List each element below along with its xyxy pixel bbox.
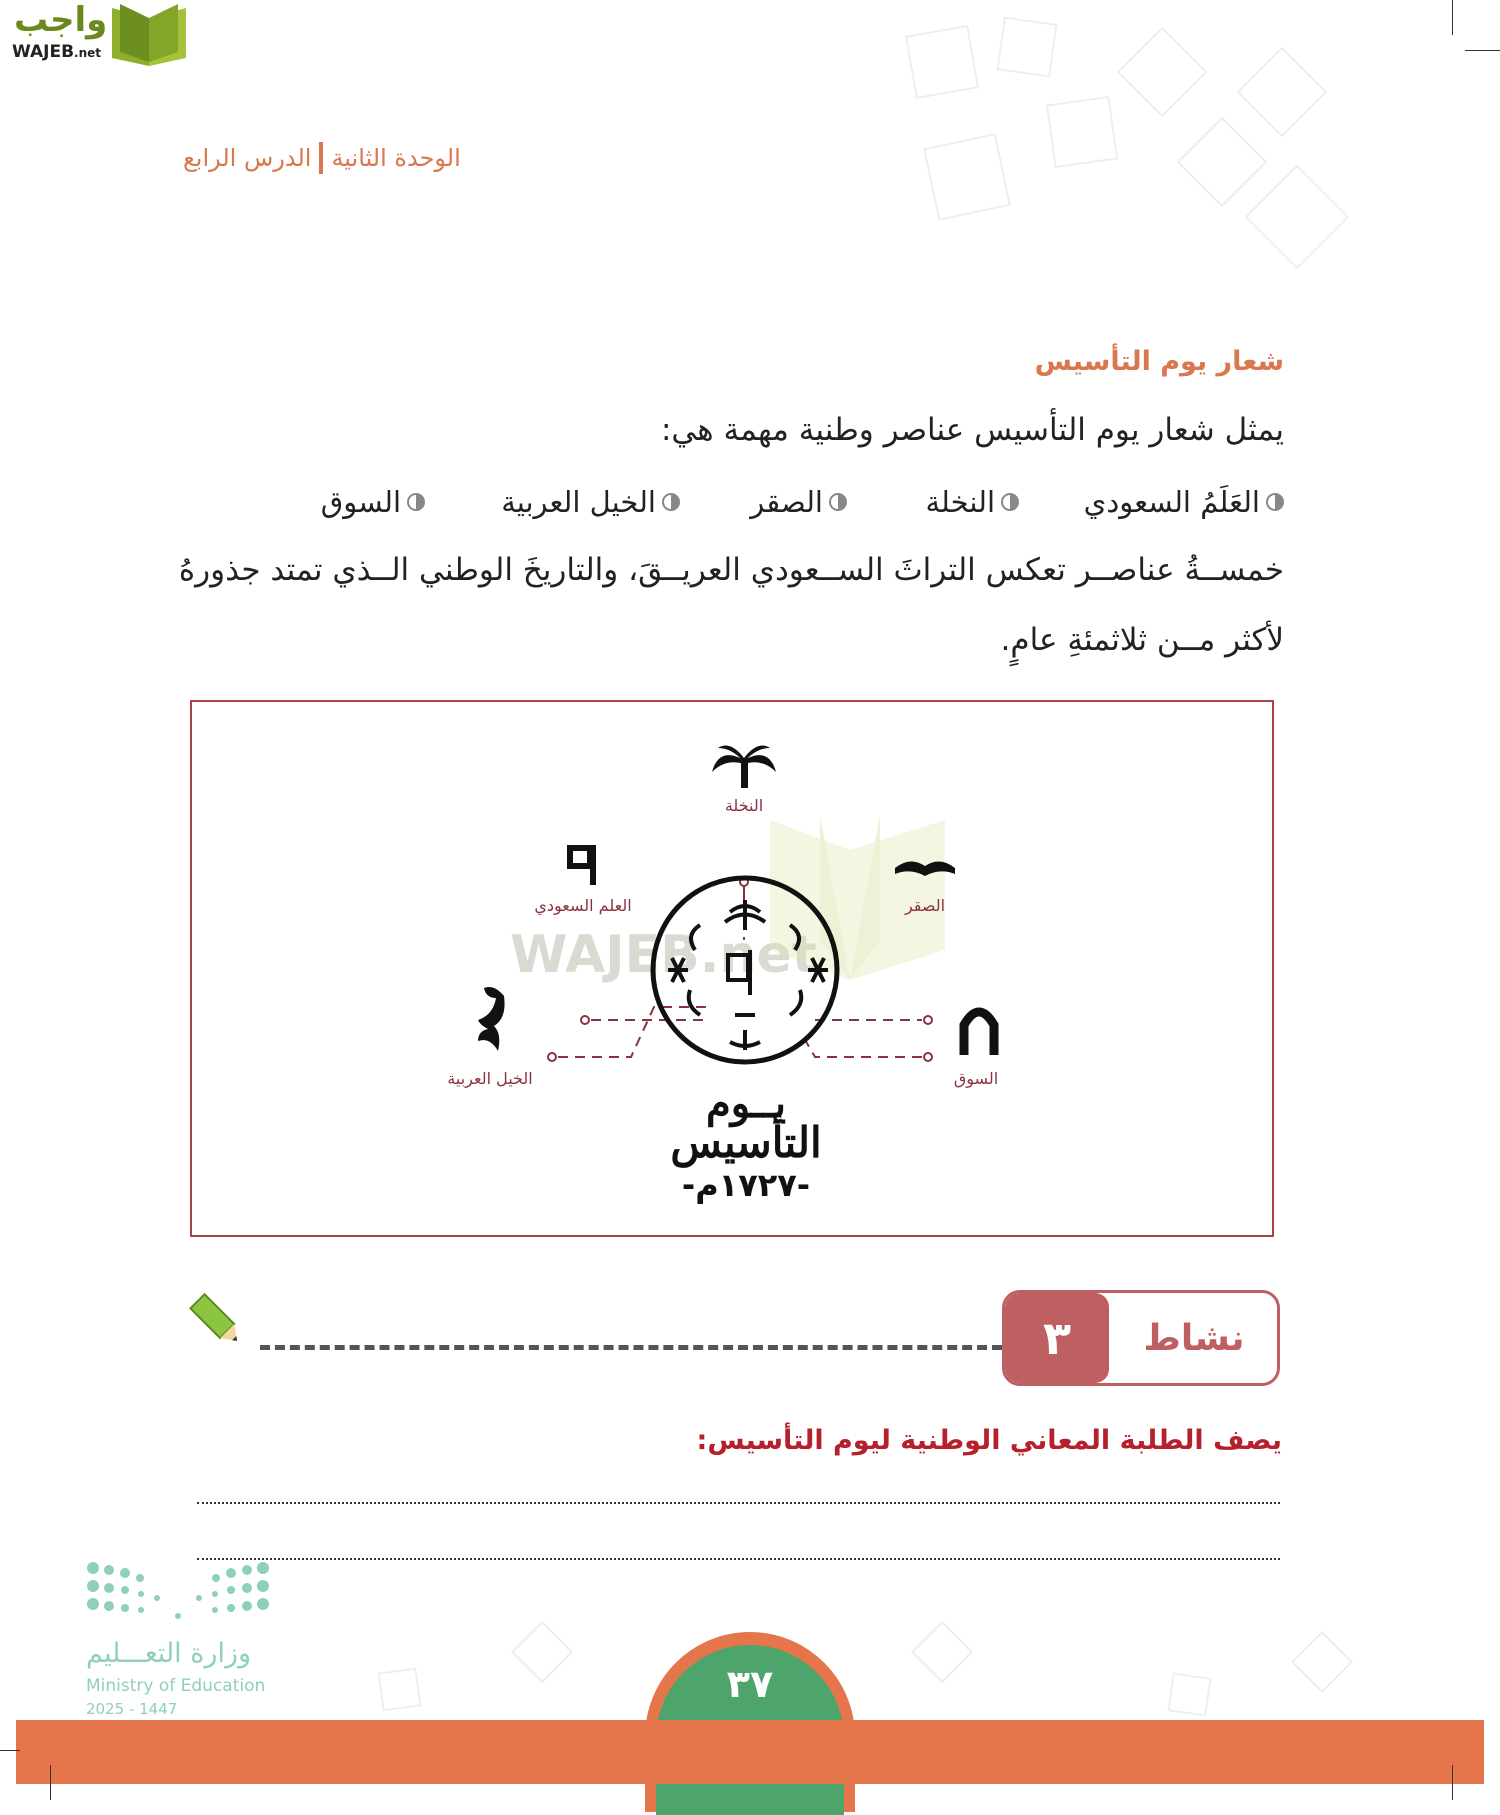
- ministry-name-ar: وزارة التعـــليم: [86, 1638, 252, 1669]
- breadcrumb-unit: الوحدة الثانية: [331, 144, 461, 172]
- list-item-label: العَلَمُ السعودي: [1083, 485, 1260, 519]
- paragraph-line: لأكثر مــن ثلاثمئةِ عامٍ.: [1000, 622, 1284, 658]
- market-icon: [964, 1012, 994, 1055]
- answer-line[interactable]: [197, 1558, 1280, 1560]
- emblem-title-line2: التأسيس: [670, 1118, 822, 1167]
- label-flag: العلم السعودي: [534, 896, 632, 915]
- activity-prompt: يصف الطلبة المعاني الوطنية ليوم التأسيس:: [696, 1425, 1282, 1456]
- list-item-label: النخلة: [925, 485, 995, 519]
- logo-arabic: واجب: [14, 0, 108, 40]
- crop-mark: [1452, 1765, 1453, 1800]
- intro-text: يمثل شعار يوم التأسيس عناصر وطنية مهمة هي:: [660, 412, 1284, 448]
- list-item-label: السوق: [320, 485, 401, 519]
- crop-mark: [50, 1765, 51, 1800]
- palm-icon: [712, 746, 776, 788]
- watermark: WAJEB.net: [510, 925, 817, 985]
- activity-label: نشاط: [1143, 1317, 1245, 1359]
- list-item-label: الخيل العربية: [501, 485, 656, 519]
- ministry-dots-logo: [85, 1560, 271, 1622]
- activity-number: ٣: [1005, 1293, 1109, 1383]
- label-falcon: الصقر: [904, 896, 946, 915]
- answer-line[interactable]: [197, 1502, 1280, 1504]
- list-item-label: الصقر: [750, 485, 823, 519]
- flag-icon: [570, 845, 596, 885]
- emblem-seal: [653, 878, 837, 1062]
- paragraph-line: خمســةُ عناصــر تعكس التراثَ الســعودي العريــقَ، والتاريخَ الوطني الــذي تمتد جذورهُ: [178, 552, 1284, 588]
- pencil-icon: [188, 1288, 248, 1350]
- horse-icon: [478, 987, 505, 1051]
- emblem-year: -١٧٢٧م-: [681, 1166, 811, 1204]
- label-palm: النخلة: [724, 796, 764, 815]
- activity-divider: [260, 1345, 1002, 1350]
- decor-square: [1167, 1672, 1211, 1716]
- label-market: السوق: [953, 1069, 999, 1088]
- ministry-name-en: Ministry of Education: [86, 1676, 266, 1696]
- activity-badge: [1002, 1290, 1280, 1386]
- breadcrumb-lesson: الدرس الرابع: [183, 144, 312, 172]
- ministry-year: 2025 - 1447: [86, 1700, 178, 1718]
- page-number: ٣٧: [726, 1662, 774, 1706]
- section-title: شعار يوم التأسيس: [1034, 346, 1284, 377]
- label-horse: الخيل العربية: [447, 1069, 533, 1088]
- logo-latin: WAJEB.net: [12, 42, 102, 62]
- crop-mark: [0, 1750, 20, 1751]
- footer-bar: [16, 1720, 1484, 1784]
- emblem-title-line1: يــوم: [706, 1080, 786, 1127]
- decor-square: [377, 1667, 421, 1711]
